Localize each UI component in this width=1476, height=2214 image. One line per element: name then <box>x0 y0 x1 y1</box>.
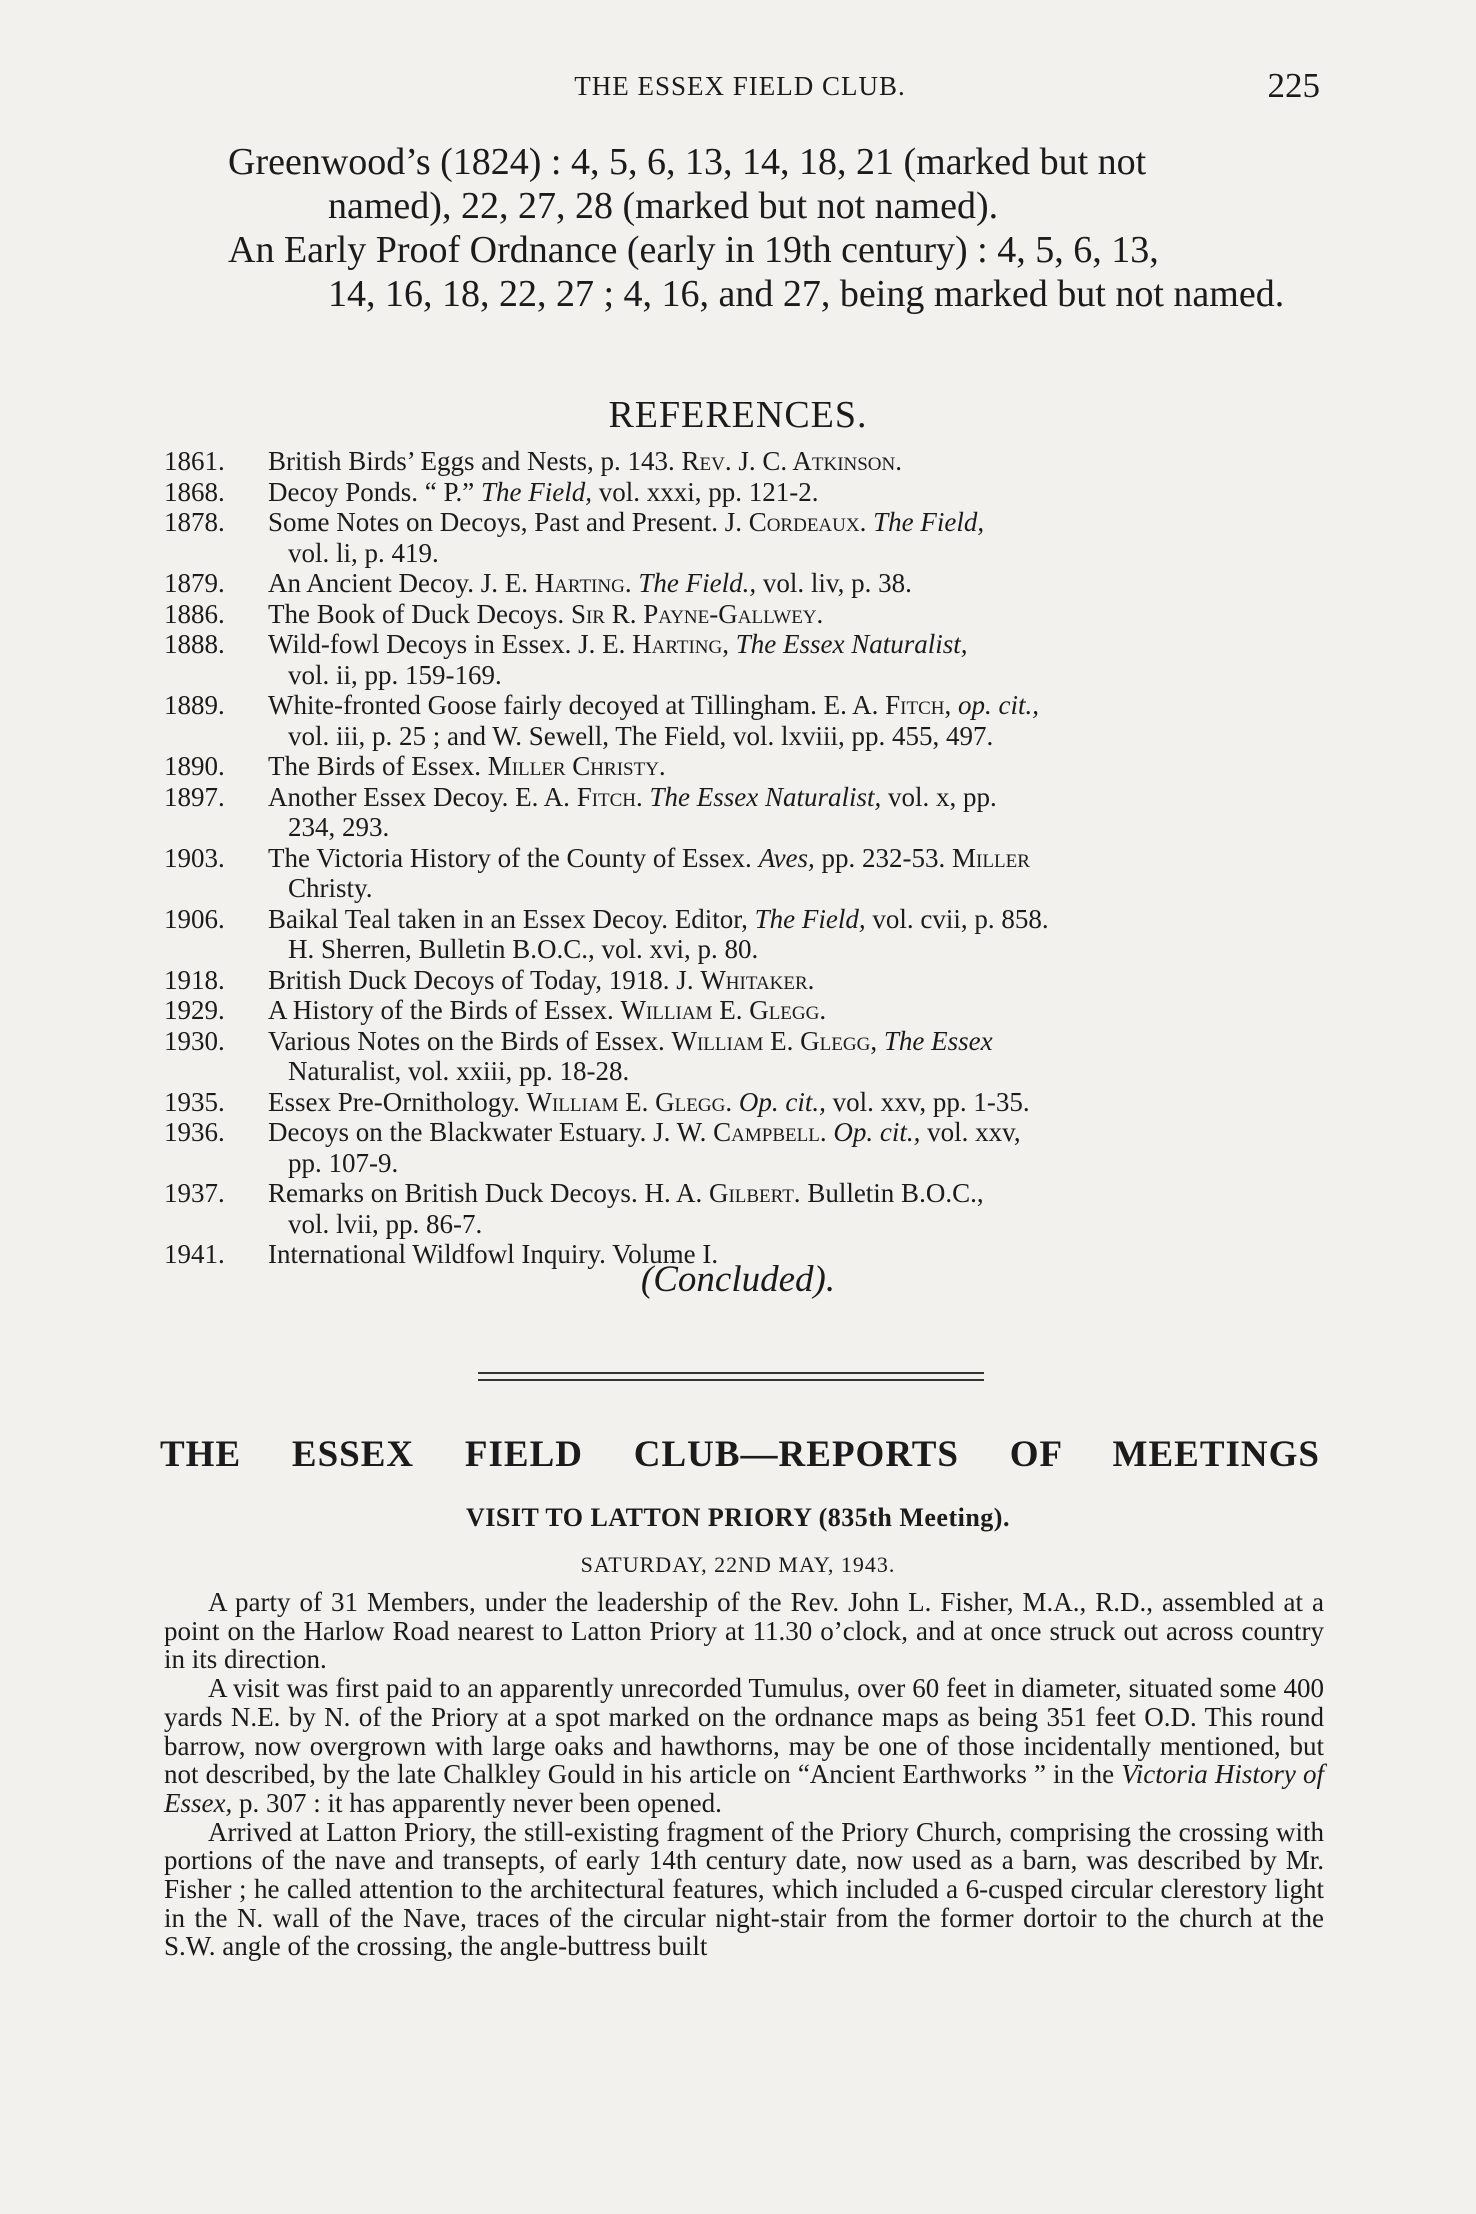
paragraph-text: Arrived at Latton Priory, the still-existing fragment of the Priory Church, comprising the crossing with portions of the nave and transepts, of early 14th century date, now used as a barn, was described by Mr. Fisher ; he called attention to the architectural features, which included a 6-cusped circular clerestory light in the N. wall of the Nave, traces of the circular night-stair from the former dortoir to the church at the S.W. angle of the crossing, the angle-buttress built <box>164 1816 1324 1962</box>
reference-text: Gilbert. <box>708 1178 801 1208</box>
paragraph-text: A party of 31 Members, under the leadership of the Rev. John L. Fisher, M.A., R.D., assembled at a point on the Harlow Road nearest to Latton Priory at 11.30 o’clock, and at once struck out across country in its direction. <box>164 1587 1324 1675</box>
visit-title: VISIT TO LATTON PRIORY (835th Meeting). <box>466 1503 1010 1532</box>
reference-continuation: Naturalist, vol. xxiii, pp. 18-28. <box>288 1056 630 1086</box>
reference-text: vol. xxv, pp. 1-35. <box>825 1086 1030 1117</box>
reference-text: The Field, <box>754 903 866 934</box>
reference-text: Wild-fowl Decoys in Essex. J. E. <box>268 629 633 659</box>
reference-entry <box>164 751 1324 782</box>
reference-year: 1889. <box>164 690 225 720</box>
reference-year: 1879. <box>164 568 225 598</box>
reference-text: Aves, <box>758 842 815 873</box>
reference-year: 1918. <box>164 964 225 995</box>
reference-text <box>643 782 650 812</box>
running-head <box>160 66 1320 116</box>
reference-text: British Duck Decoys of Today, 1918. J. <box>268 964 701 995</box>
reference-text: The Field., <box>638 568 757 598</box>
reference-text: Baikal Teal taken in an Essex Decoy. Editor, <box>268 903 755 934</box>
divider-rule <box>478 1372 984 1374</box>
reference-continuation: vol. lvii, pp. 86-7. <box>288 1208 483 1239</box>
reference-text: vol. liv, p. 38. <box>756 568 912 598</box>
reference-text: Miller Christy. <box>487 751 666 781</box>
reference-text: Another Essex Decoy. E. A. <box>268 781 577 812</box>
reference-text: Decoys on the Blackwater Estuary. J. W. <box>268 1117 714 1147</box>
reference-text: op. cit., <box>957 690 1039 720</box>
reference-entry <box>164 1026 1324 1087</box>
reference-text: The Essex Naturalist, <box>735 629 968 659</box>
reference-entry <box>164 995 1324 1026</box>
summary-line: An Early Proof Ordnance (early in 19th century) : 4, 5, 6, 13, <box>228 229 1159 271</box>
reference-text: Fitch, <box>885 690 952 720</box>
report-body <box>164 1588 1324 1961</box>
reference-entry <box>164 965 1324 996</box>
reference-text <box>951 690 958 720</box>
reference-text: Harting, <box>632 629 729 659</box>
reference-entry <box>164 629 1324 690</box>
reference-continuation: vol. ii, pp. 159-169. <box>288 659 502 690</box>
paragraph-text: A visit was first paid to an apparently unrecorded Tumulus, over 60 feet in diameter, situated some 400 yards N.E. by N. of the Priory at a spot marked on the ordnance maps as being 351 feet O.D. This round barrow, now overgrown with large oaks and hawthorns, may be one of those incidentally mentioned, but not described, by the late Chalkley Gould in his article on “Ancient Earthworks ” in the <box>164 1673 1324 1790</box>
reference-entry <box>164 904 1324 965</box>
reference-text: William E. Glegg. <box>526 1086 733 1117</box>
reference-year: 1886. <box>164 598 225 629</box>
summary-continuation: named), 22, 27, 28 (marked but not named). <box>328 185 999 227</box>
reference-year: 1868. <box>164 476 225 507</box>
visit-date: SATURDAY, 22ND MAY, 1943. <box>580 1552 896 1577</box>
reference-text: vol. cvii, p. 858. <box>865 903 1049 934</box>
concluded-note: (Concluded). <box>640 1259 836 1300</box>
reference-text <box>732 1087 739 1117</box>
references-list <box>164 446 1324 1270</box>
reference-entry <box>164 1087 1324 1118</box>
report-paragraph <box>164 1588 1324 1674</box>
reference-text: Miller <box>952 842 1030 873</box>
reference-text: The Field, <box>480 476 592 507</box>
reference-text: Remarks on British Duck Decoys. H. A. <box>268 1178 709 1208</box>
reference-year: 1935. <box>164 1086 225 1117</box>
reference-entry <box>164 782 1324 843</box>
reference-continuation: H. Sherren, Bulletin B.O.C., vol. xvi, p. 80. <box>288 934 759 964</box>
paragraph-text: p. 307 : it has apparently never been opened. <box>232 1787 722 1818</box>
maps-summary-entry <box>228 228 1318 316</box>
reference-text <box>729 629 736 659</box>
reference-continuation: vol. iii, p. 25 ; and W. Sewell, The Field, vol. lxviii, pp. 455, 497. <box>288 720 994 751</box>
reference-entry <box>164 568 1324 599</box>
references-heading: REFERENCES. <box>608 394 868 436</box>
reference-year: 1930. <box>164 1025 225 1056</box>
page-number: 225 <box>1267 66 1320 105</box>
reference-text <box>877 1026 884 1056</box>
reference-text: The Essex <box>883 1025 993 1056</box>
reference-continuation: 234, 293. <box>288 812 390 842</box>
reference-continuation: pp. 107-9. <box>288 1147 399 1178</box>
section-divider <box>478 1372 984 1386</box>
reference-entry <box>164 446 1324 477</box>
reference-text: pp. 232-53. <box>814 842 953 873</box>
reference-text: The Field, <box>873 507 985 537</box>
reference-text: vol. x, pp. <box>881 781 997 812</box>
reference-text: White-fronted Goose fairly decoyed at Tillingham. E. A. <box>268 690 886 720</box>
reference-text: Some Notes on Decoys, Past and Present. J. <box>268 507 749 537</box>
reference-text: The Book of Duck Decoys. <box>268 598 571 629</box>
reference-entry <box>164 1117 1324 1178</box>
reference-text: Decoy Ponds. “ P.” <box>268 476 481 507</box>
reference-text: Bulletin B.O.C., <box>800 1178 984 1208</box>
reference-year: 1941. <box>164 1239 225 1269</box>
reference-entry <box>164 690 1324 751</box>
section-title: THE ESSEX FIELD CLUB—REPORTS OF MEETINGS <box>160 1434 1320 1475</box>
reference-text: Sir R. Payne-Gallwey. <box>570 598 824 629</box>
reference-text: The Essex Naturalist, <box>649 781 882 812</box>
reference-text: Fitch. <box>576 781 643 812</box>
reference-text: Cordeaux. <box>748 507 867 537</box>
reference-year: 1890. <box>164 751 225 781</box>
maps-summary-entry <box>228 140 1318 228</box>
reference-year: 1903. <box>164 842 225 873</box>
reference-text: Whitaker. <box>700 964 815 995</box>
maps-summary <box>228 140 1318 316</box>
reference-text: William E. Glegg. <box>620 995 827 1025</box>
reference-text: Rev. J. C. Atkinson. <box>681 446 902 476</box>
reference-text: Campbell. <box>713 1117 827 1147</box>
reference-year: 1929. <box>164 995 225 1025</box>
paragraph-text: Victoria History of Essex, <box>164 1759 1324 1818</box>
reference-text: vol. xxxi, pp. 121-2. <box>591 476 819 507</box>
reference-text: The Victoria History of the County of Essex. <box>268 842 759 873</box>
summary-line: Greenwood’s (1824) : 4, 5, 6, 13, 14, 18, 21 (marked but not <box>228 141 1147 183</box>
reference-text: A History of the Birds of Essex. <box>268 995 621 1025</box>
reference-text: Op. cit., <box>738 1086 826 1117</box>
reference-text: Op. cit., <box>833 1117 921 1147</box>
report-paragraph <box>164 1818 1324 1962</box>
reference-text: International Wildfowl Inquiry. Volume I. <box>268 1239 719 1269</box>
reference-text: An Ancient Decoy. J. E. <box>268 568 535 598</box>
reference-year: 1937. <box>164 1178 225 1208</box>
divider-rule <box>478 1379 984 1381</box>
reference-text: Harting. <box>534 568 632 598</box>
reference-entry <box>164 843 1324 904</box>
reference-year: 1906. <box>164 903 225 934</box>
reference-year: 1861. <box>164 446 225 476</box>
reference-text: vol. xxv, <box>920 1117 1021 1147</box>
report-paragraph <box>164 1674 1324 1818</box>
running-title: THE ESSEX FIELD CLUB. <box>574 71 906 101</box>
reference-year: 1888. <box>164 629 225 659</box>
reference-continuation: vol. li, p. 419. <box>288 537 439 568</box>
summary-continuation: 14, 16, 18, 22, 27 ; 4, 16, and 27, being marked but not named. <box>328 273 1285 315</box>
reference-entry <box>164 477 1324 508</box>
reference-text: Various Notes on the Birds of Essex. <box>268 1025 672 1056</box>
reference-year: 1878. <box>164 507 225 537</box>
reference-entry <box>164 507 1324 568</box>
reference-text: Essex Pre-Ornithology. <box>268 1086 527 1117</box>
reference-text: William E. Glegg, <box>671 1025 878 1056</box>
reference-entry <box>164 1178 1324 1239</box>
reference-year: 1936. <box>164 1117 225 1147</box>
reference-year: 1897. <box>164 781 225 812</box>
reference-continuation: Christy. <box>288 873 373 903</box>
reference-text: British Birds’ Eggs and Nests, p. 143. <box>268 446 682 476</box>
reference-text: The Birds of Essex. <box>268 751 488 781</box>
reference-entry <box>164 599 1324 630</box>
